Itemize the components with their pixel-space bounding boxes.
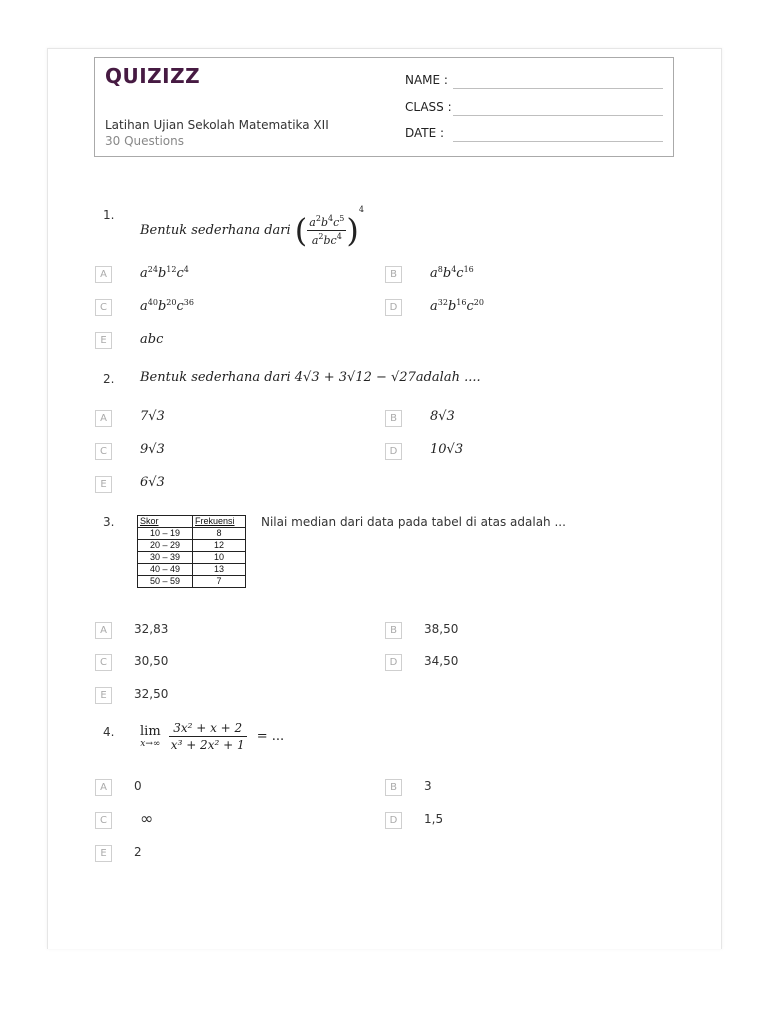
option-letter[interactable]: A xyxy=(95,779,112,796)
table-cell: 12 xyxy=(193,540,246,552)
option-text[interactable]: 9√3 xyxy=(140,442,165,457)
left-paren: ( xyxy=(294,211,308,250)
question-3-text: Nilai median dari data pada tabel di atas adalah ... xyxy=(261,515,566,529)
option-text[interactable]: 3 xyxy=(424,779,432,793)
table-header-skor: Skor xyxy=(138,516,193,528)
option-text[interactable]: $a^{24}b^{12}c^4$ xyxy=(140,265,189,281)
question-count: 30 Questions xyxy=(105,134,185,148)
option-letter[interactable]: E xyxy=(95,845,112,862)
table-cell: 13 xyxy=(193,564,246,576)
table-row xyxy=(138,576,246,588)
date-label: DATE : xyxy=(405,126,445,140)
question-number: 4. xyxy=(103,725,115,739)
option-text[interactable]: 6√3 xyxy=(140,475,165,490)
table-cell: 10 xyxy=(193,552,246,564)
table-row xyxy=(138,552,246,564)
name-label: NAME : xyxy=(405,73,448,87)
question-number: 3. xyxy=(103,515,115,529)
frequency-table xyxy=(137,515,246,588)
table-cell: 7 xyxy=(193,576,246,588)
option-text[interactable]: 32,83 xyxy=(134,622,169,636)
option-text[interactable]: $a^{32}b^{16}c^{20}$ xyxy=(430,298,484,314)
question-number: 2. xyxy=(103,372,115,386)
limit-tail: = ... xyxy=(256,729,285,744)
option-text[interactable]: 30,50 xyxy=(134,654,169,668)
option-letter[interactable]: D xyxy=(385,812,402,829)
table-row xyxy=(138,564,246,576)
question-1-fraction xyxy=(307,214,346,247)
option-text[interactable]: 8√3 xyxy=(430,409,455,424)
question-number: 1. xyxy=(103,208,115,222)
option-letter[interactable]: E xyxy=(95,687,112,704)
table-header-frekuensi: Frekuensi xyxy=(193,516,246,528)
option-letter[interactable]: B xyxy=(385,266,402,283)
option-text[interactable]: $a^8b^4c^{16}$ xyxy=(430,265,474,281)
right-paren: ) xyxy=(346,211,359,250)
name-field[interactable] xyxy=(453,88,663,89)
table-cell: 30 – 39 xyxy=(138,552,193,564)
quiz-title: Latihan Ujian Sekolah Matematika XII xyxy=(105,118,329,132)
option-letter[interactable]: B xyxy=(385,779,402,796)
option-letter[interactable]: C xyxy=(95,654,112,671)
option-letter[interactable]: D xyxy=(385,299,402,316)
table-cell: 40 – 49 xyxy=(138,564,193,576)
option-text[interactable]: ∞ xyxy=(140,809,154,828)
question-4-text xyxy=(140,721,284,752)
option-letter[interactable]: C xyxy=(95,443,112,460)
fraction-denominator: x³ + 2x² + 1 xyxy=(170,738,245,752)
class-label: CLASS : xyxy=(405,100,452,114)
limit-fraction xyxy=(169,721,247,752)
option-text[interactable]: abc xyxy=(140,332,164,347)
option-letter[interactable]: D xyxy=(385,443,402,460)
class-field[interactable] xyxy=(453,115,663,116)
table-row xyxy=(138,540,246,552)
question-1-prompt: Bentuk sederhana dari xyxy=(140,223,291,238)
limit-operator xyxy=(140,724,161,749)
fraction-numerator: 3x² + x + 2 xyxy=(169,721,247,737)
option-text[interactable]: 34,50 xyxy=(424,654,459,668)
option-letter[interactable]: C xyxy=(95,299,112,316)
worksheet-page xyxy=(47,48,722,949)
exponent: 4 xyxy=(358,205,364,214)
option-text[interactable]: 7√3 xyxy=(140,409,165,424)
limit-word: lim xyxy=(140,724,161,739)
table-cell: 10 – 19 xyxy=(138,528,193,540)
option-letter[interactable]: E xyxy=(95,476,112,493)
option-letter[interactable]: B xyxy=(385,410,402,427)
option-letter[interactable]: B xyxy=(385,622,402,639)
option-text[interactable]: 0 xyxy=(134,779,142,793)
fraction-denominator: $a^2bc^4$ xyxy=(311,232,342,247)
option-text[interactable]: 38,50 xyxy=(424,622,459,636)
limit-subscript: x→∞ xyxy=(140,739,161,749)
question-2-text: Bentuk sederhana dari 4√3 + 3√12 − √27adalah .... xyxy=(140,370,481,385)
option-letter[interactable]: E xyxy=(95,332,112,349)
quizizz-logo: QUIZIZZ xyxy=(105,64,201,88)
option-text[interactable]: 1,5 xyxy=(424,812,444,826)
option-letter[interactable]: C xyxy=(95,812,112,829)
table-cell: 50 – 59 xyxy=(138,576,193,588)
table-cell: 20 – 29 xyxy=(138,540,193,552)
table-row xyxy=(138,528,246,540)
option-text[interactable]: 2 xyxy=(134,845,142,859)
option-letter[interactable]: A xyxy=(95,622,112,639)
option-letter[interactable]: A xyxy=(95,266,112,283)
fraction-numerator: $a^2b^4c^5$ xyxy=(309,214,345,229)
option-text[interactable]: $a^{40}b^{20}c^{36}$ xyxy=(140,298,194,314)
date-field[interactable] xyxy=(453,141,663,142)
option-letter[interactable]: D xyxy=(385,654,402,671)
question-1-text xyxy=(140,205,364,250)
option-text[interactable]: 32,50 xyxy=(134,687,169,701)
worksheet-header xyxy=(94,57,674,157)
table-cell: 8 xyxy=(193,528,246,540)
option-text[interactable]: 10√3 xyxy=(430,442,464,457)
option-letter[interactable]: A xyxy=(95,410,112,427)
